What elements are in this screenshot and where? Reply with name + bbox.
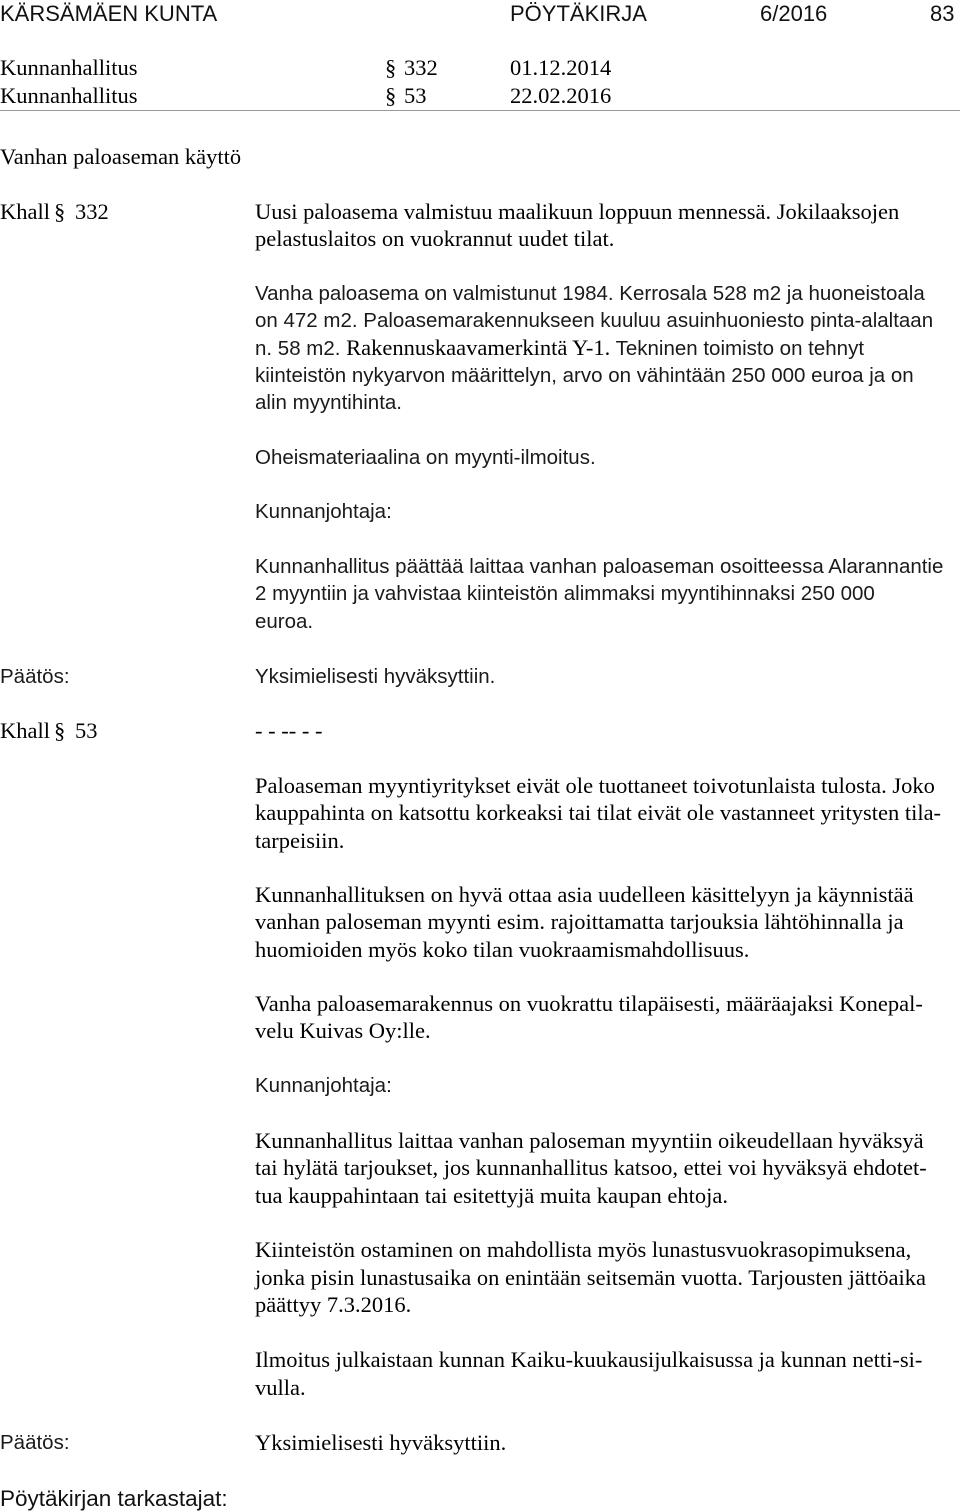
announcement-line: vulla. <box>255 1375 306 1400</box>
decision-text: Yksimielisesti hyväksyttiin. <box>255 665 496 688</box>
khall-section-number: 53 <box>75 718 98 743</box>
purchase-terms-line: jonka pisin lunastusaika on enintään seitsemän vuotta. Tarjousten jättöaika <box>255 1265 926 1290</box>
section-sign: § <box>385 55 397 80</box>
lease-line: velu Kuivas Oy:lle. <box>255 1018 431 1043</box>
khall-label: Khall <box>0 718 50 743</box>
page-title: Vanhan paloaseman käyttö <box>0 144 242 169</box>
header-divider <box>0 110 960 111</box>
meeting-body: Kunnanhallitus <box>0 55 138 80</box>
decision-label: Päätös: <box>0 1431 70 1454</box>
khall-label: Khall <box>0 199 50 224</box>
proposal-line: euroa. <box>255 610 314 633</box>
proposal-line: Kunnanhallitus päättää laittaa vanhan paloaseman osoitteessa Alarannantie <box>255 555 944 578</box>
proposal-line: tua kauppahintaan tai esitettyjä muita kaupan ehtoja. <box>255 1183 728 1208</box>
proposer-label: Kunnanjohtaja: <box>255 1074 392 1097</box>
facts-line: kiinteistön nykyarvon määrittelyn, arvo on vähintään 250 000 euroa ja on <box>255 364 914 387</box>
meeting-date: 22.02.2016 <box>510 83 612 108</box>
meeting-date: 01.12.2014 <box>510 55 612 80</box>
section-sign: § <box>385 83 397 108</box>
facts-segment: n. 58 m2. <box>255 337 347 360</box>
lease-line: Vanha paloasemarakennus on vuokrattu tilapäisesti, määräajaksi Konepal- <box>255 991 923 1016</box>
section-separator: - - -- - - <box>255 718 323 743</box>
municipality-name: KÄRSÄMÄEN KUNTA <box>0 1 218 26</box>
facts-line: on 472 m2. Paloasemarakennukseen kuuluu asuinhuoniesto pinta-alaltaan <box>255 309 934 332</box>
meeting-body: Kunnanhallitus <box>0 83 138 108</box>
background-line: kauppahinta on katsottu korkeaksi tai tilat eivät ole vastanneet yritysten tila- <box>255 800 942 825</box>
proposal-line: 2 myyntiin ja vahvistaa kiinteistön alimmaksi myyntihinnaksi 250 000 <box>255 582 875 605</box>
facts-line <box>255 334 864 362</box>
restart-line: vanhan paloseman myynti esim. rajoittamatta tarjouksia lähtöhinnalla ja <box>255 909 904 934</box>
proposal-line: Kunnanhallitus laittaa vanhan paloseman myyntiin oikeudellaan hyväksyä <box>255 1128 924 1153</box>
document-type: PÖYTÄKIRJA <box>510 1 647 26</box>
khall-section-number: 332 <box>75 199 109 224</box>
meeting-section-number: 332 <box>404 55 438 80</box>
decision-label: Päätös: <box>0 665 70 688</box>
facts-line: alin myyntihinta. <box>255 391 402 414</box>
proposal-line: tai hylätä tarjoukset, jos kunnanhallitus katsoo, ettei voi hyväksyä ehdotet- <box>255 1155 927 1180</box>
announcement-line: Ilmoitus julkaistaan kunnan Kaiku-kuukausijulkaisussa ja kunnan netti-si- <box>255 1347 923 1372</box>
intro-line: Uusi paloasema valmistuu maalikuun loppuun mennessä. Jokilaaksojen <box>255 199 900 224</box>
intro-line: pelastuslaitos on vuokrannut uudet tilat. <box>255 226 615 251</box>
zoning-designation: Rakennuskaavamerkintä Y-1. <box>346 335 611 360</box>
purchase-terms-line: päättyy 7.3.2016. <box>255 1292 412 1317</box>
section-sign: § <box>54 718 66 743</box>
restart-line: huomioiden myös koko tilan vuokraamismahdollisuus. <box>255 937 750 962</box>
background-line: Paloaseman myyntiyritykset eivät ole tuottaneet toivotunlaista tulosta. Joko <box>255 773 935 798</box>
facts-line: Vanha paloasema on valmistunut 1984. Kerrosala 528 m2 ja huoneistoala <box>255 282 925 305</box>
document-number: 6/2016 <box>760 1 828 26</box>
proposer-label: Kunnanjohtaja: <box>255 500 392 523</box>
background-line: tarpeisiin. <box>255 828 345 853</box>
section-sign: § <box>54 199 66 224</box>
restart-line: Kunnanhallituksen on hyvä ottaa asia uudelleen käsittelyyn ja käynnistää <box>255 882 914 907</box>
meeting-section-number: 53 <box>404 83 427 108</box>
attachment-note: Oheismateriaalina on myynti-ilmoitus. <box>255 446 596 469</box>
inspectors-label: Pöytäkirjan tarkastajat: <box>0 1486 228 1511</box>
decision-text: Yksimielisesti hyväksyttiin. <box>255 1430 507 1455</box>
facts-segment: Tekninen toimisto on tehnyt <box>610 337 865 360</box>
purchase-terms-line: Kiinteistön ostaminen on mahdollista myös lunastusvuokrasopimuksena, <box>255 1237 912 1262</box>
page-number: 83 <box>930 1 955 26</box>
